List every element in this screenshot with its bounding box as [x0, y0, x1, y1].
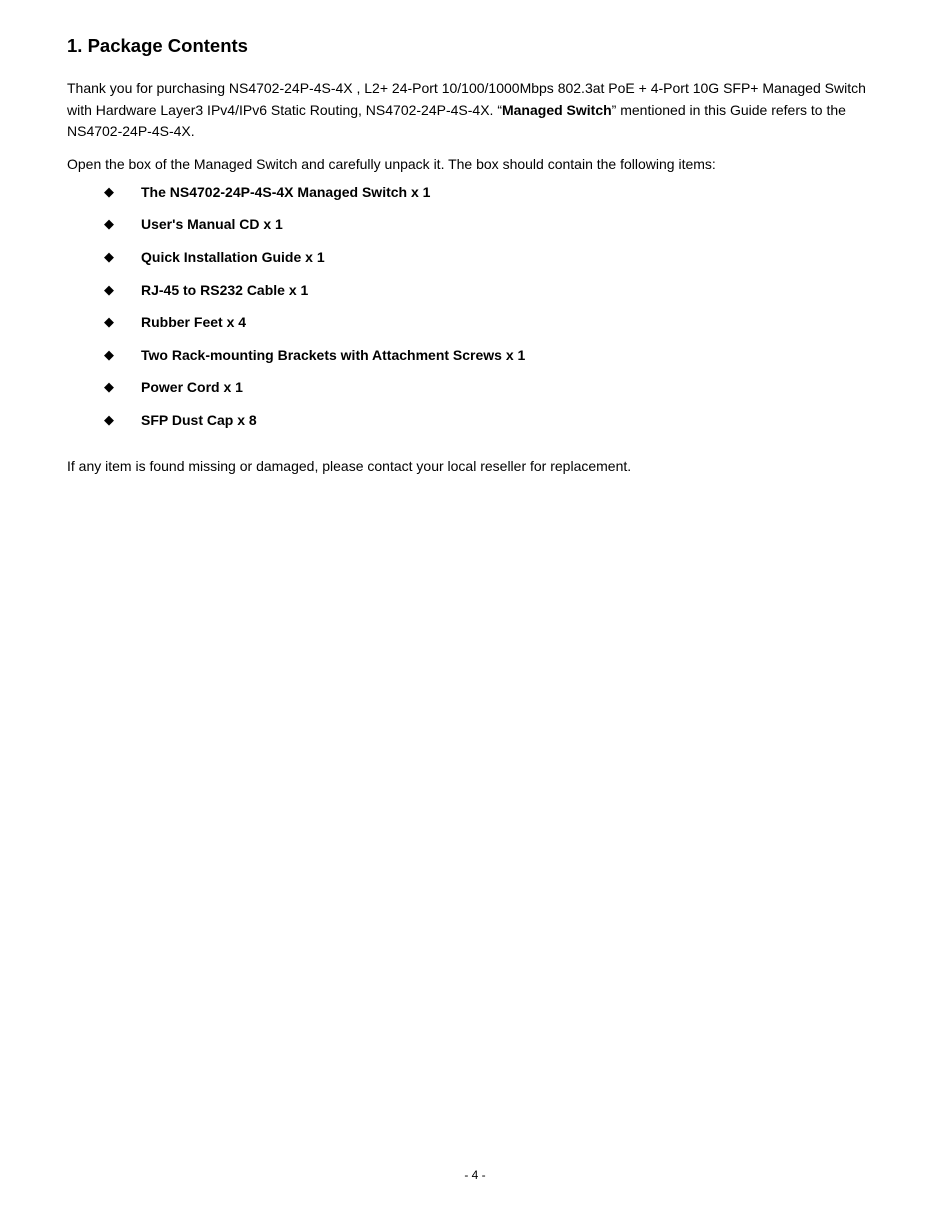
package-items-list — [67, 184, 877, 445]
list-item-label: RJ-45 to RS232 Cable x 1 — [141, 281, 309, 298]
diamond-bullet-icon: ◆ — [104, 183, 114, 199]
intro-text-after: ” mentioned in this Guide refers to the NS4702-24P-4S-4X. — [67, 101, 846, 140]
list-item — [67, 184, 877, 217]
diamond-bullet-icon: ◆ — [104, 346, 114, 362]
diamond-bullet-icon: ◆ — [104, 216, 114, 232]
list-item-label: Power Cord x 1 — [141, 379, 243, 396]
list-item-label: The NS4702-24P-4S-4X Managed Switch x 1 — [141, 183, 431, 200]
diamond-bullet-icon: ◆ — [104, 314, 114, 330]
list-item-label: SFP Dust Cap x 8 — [141, 411, 257, 428]
list-item — [67, 379, 877, 412]
list-item-label: Quick Installation Guide x 1 — [141, 249, 325, 265]
list-item — [67, 347, 877, 380]
list-item — [67, 249, 877, 282]
document-page — [67, 34, 877, 477]
diamond-bullet-icon: ◆ — [104, 411, 114, 427]
list-item — [67, 216, 877, 249]
intro-paragraph — [67, 78, 877, 143]
list-item-label: Two Rack-mounting Brackets with Attachment Screws x 1 — [141, 346, 526, 363]
diamond-bullet-icon: ◆ — [104, 379, 114, 395]
page-number: - 4 - — [464, 1168, 486, 1182]
intro-bold-term: Managed Switch — [501, 101, 612, 118]
list-item — [67, 282, 877, 315]
list-item-label: Rubber Feet x 4 — [141, 314, 247, 331]
intro-text-before: Thank you for purchasing NS4702-24P-4S-4X , L2+ 24-Port 10/100/1000Mbps 802.3at PoE + 4-Port 10G SFP+ Managed Switch with Hardware Layer3 IPv4/IPv6 Static Routing, NS4702-24P-4S-4X. “ — [67, 80, 866, 118]
list-item-label: User's Manual CD x 1 — [141, 216, 283, 233]
section-title: 1. Package Contents — [67, 35, 248, 56]
list-item — [67, 412, 877, 445]
diamond-bullet-icon: ◆ — [104, 249, 114, 264]
closing-paragraph: If any item is found missing or damaged, please contact your local reseller for replacement. — [67, 457, 632, 474]
open-box-paragraph: Open the box of the Managed Switch and carefully unpack it. The box should contain the following items: — [67, 156, 716, 173]
diamond-bullet-icon: ◆ — [104, 281, 114, 297]
list-item — [67, 314, 877, 347]
